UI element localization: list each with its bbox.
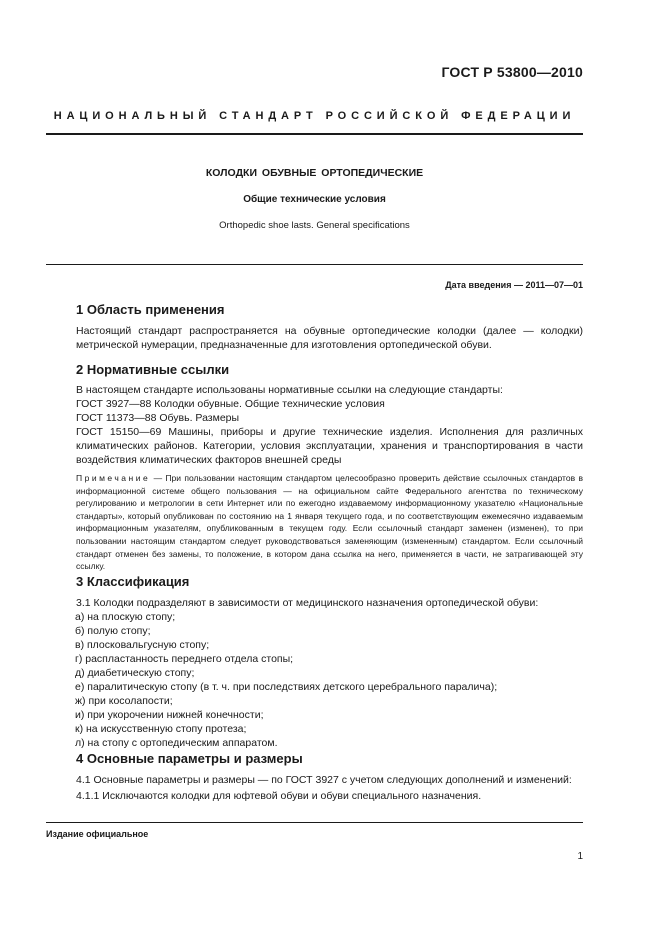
section-4-heading: 4 Основные параметры и размеры — [76, 751, 303, 766]
note-text: — При пользовании настоящим стандартом целесообразно проверить действие ссылочных стандартов в информационной системе общего пользования — на официальном сайте Федерального агентства по техническому регулированию и метрологии в сети Интернет или по ежегодно издаваемому информационному указателю «Национальные стандарты», который опубликован по состоянию на 1 января текущего года, и по соответствующим ежемесячно издаваемым информационным указателям, опубликованным в текущем году. Если ссылочный стандарт заменен (изменен), то при пользовании настоящим стандартом следует руководствоваться заменяющим (измененным) стандартом. Если ссылочный стандарт отменен без замены, то положение, в котором дана ссылка на него, применяется в части, не затрагивающей эту ссылку. — [76, 473, 583, 572]
list-item: г) распластанность переднего отдела стопы; — [75, 653, 294, 665]
classification-list — [75, 610, 583, 750]
section-2-intro: В настоящем стандарте использованы нормативные ссылки на следующие стандарты: — [76, 384, 503, 396]
english-title: Orthopedic shoe lasts. General specifications — [219, 220, 410, 231]
section-1 — [76, 302, 583, 352]
list-item: в) плосковальгусную стопу; — [75, 639, 210, 651]
document-code: ГОСТ Р 53800—2010 — [441, 64, 583, 80]
list-item: д) диабетическую стопу; — [75, 667, 195, 679]
top-divider — [46, 133, 583, 135]
list-item: б) полую стопу; — [75, 625, 151, 637]
reference-gost-11373: ГОСТ 11373—88 Обувь. Размеры — [76, 412, 240, 424]
section-2 — [76, 362, 583, 573]
section-1-text: Настоящий стандарт распространяется на обувные ортопедические колодки (далее — колодки) метрической нумерации, предназначенные для изготовления ортопедической обуви. — [76, 325, 583, 351]
title-divider — [46, 264, 583, 265]
list-item: е) паралитическую стопу (в т. ч. при последствиях детского церебрального паралича); — [75, 681, 498, 693]
list-item: к) на искусственную стопу протеза; — [75, 723, 247, 735]
note-paragraph — [76, 472, 583, 573]
section-4-paragraph-2: 4.1.1 Исключаются колодки для юфтевой обуви и обуви специального назначения. — [76, 790, 482, 802]
section-3-heading: 3 Классификация — [76, 574, 190, 589]
document-title: КОЛОДКИ ОБУВНЫЕ ОРТОПЕДИЧЕСКИЕ — [205, 167, 424, 179]
section-3-intro: 3.1 Колодки подразделяют в зависимости от медицинского назначения ортопедической обуви: — [76, 597, 539, 609]
page-number: 1 — [577, 851, 583, 862]
list-item: ж) при косолапости; — [75, 695, 173, 707]
document-subtitle: Общие технические условия — [243, 194, 386, 205]
national-standard-banner: НАЦИОНАЛЬНЫЙ СТАНДАРТ РОССИЙСКОЙ ФЕДЕРАЦИИ — [53, 110, 576, 122]
list-item: а) на плоскую стопу; — [75, 611, 176, 623]
list-item: и) при укорочении нижней конечности; — [75, 709, 264, 721]
section-4-paragraph-1: 4.1 Основные параметры и размеры — по ГОСТ 3927 с учетом следующих дополнений и изменений: — [76, 774, 572, 786]
footer-divider — [46, 822, 583, 823]
reference-gost-3927: ГОСТ 3927—88 Колодки обувные. Общие технические условия — [76, 398, 385, 410]
section-1-heading: 1 Область применения — [76, 302, 225, 317]
edition-label: Издание официальное — [46, 829, 149, 839]
list-item: л) на стопу с ортопедическим аппаратом. — [75, 737, 278, 749]
introduction-date: Дата введения — 2011—07—01 — [445, 280, 583, 290]
note-label: Примечание — [76, 473, 151, 483]
section-4 — [76, 751, 583, 803]
section-3 — [76, 574, 583, 750]
reference-gost-15150: ГОСТ 15150—69 Машины, приборы и другие технические изделия. Исполнения для различных климатических районов. Категории, условия эксплуатации, хранения и транспортирования в части воздействия климатических факторов внешней среды — [76, 426, 583, 466]
section-2-heading: 2 Нормативные ссылки — [76, 362, 230, 377]
